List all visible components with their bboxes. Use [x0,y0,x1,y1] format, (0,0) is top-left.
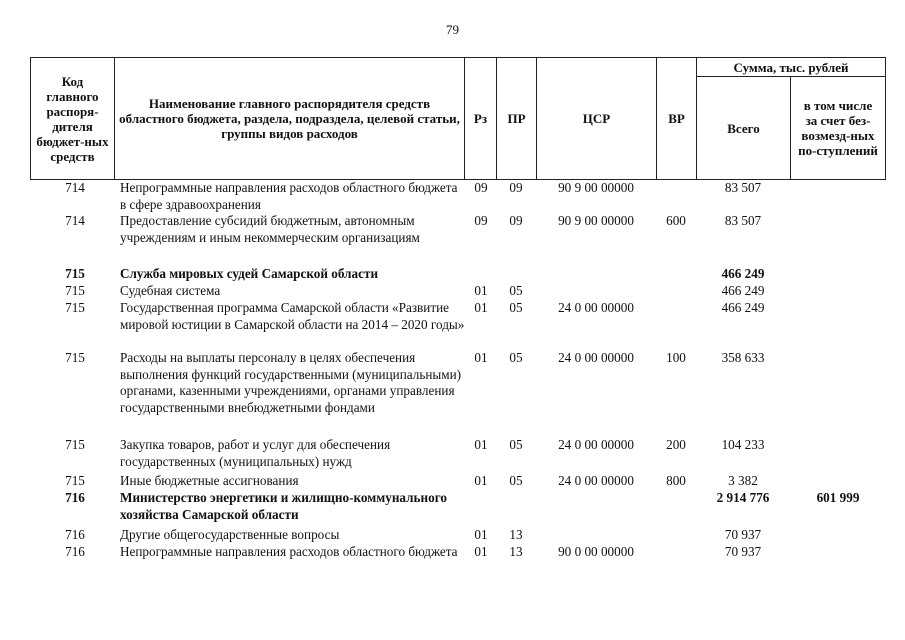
header-vr: ВР [657,58,697,179]
header-pr: ПР [497,58,537,179]
header-rz: Рз [465,58,497,179]
header-csr: ЦСР [537,58,657,179]
header-total: Всего [697,77,791,179]
header-sum: Сумма, тыс. рублей [733,59,849,75]
header-free: в том числе за счет без-возмезд-ных по-ступлений [798,98,878,158]
header-code: Код главного распоря-дителя бюджет-ных средств [31,58,115,179]
page-number: 79 [446,22,459,37]
table-header [30,57,886,180]
header-name: Наименование главного распорядителя средств областного бюджета, раздела, подраздела, целевой статьи, группы видов расходов [115,58,465,179]
